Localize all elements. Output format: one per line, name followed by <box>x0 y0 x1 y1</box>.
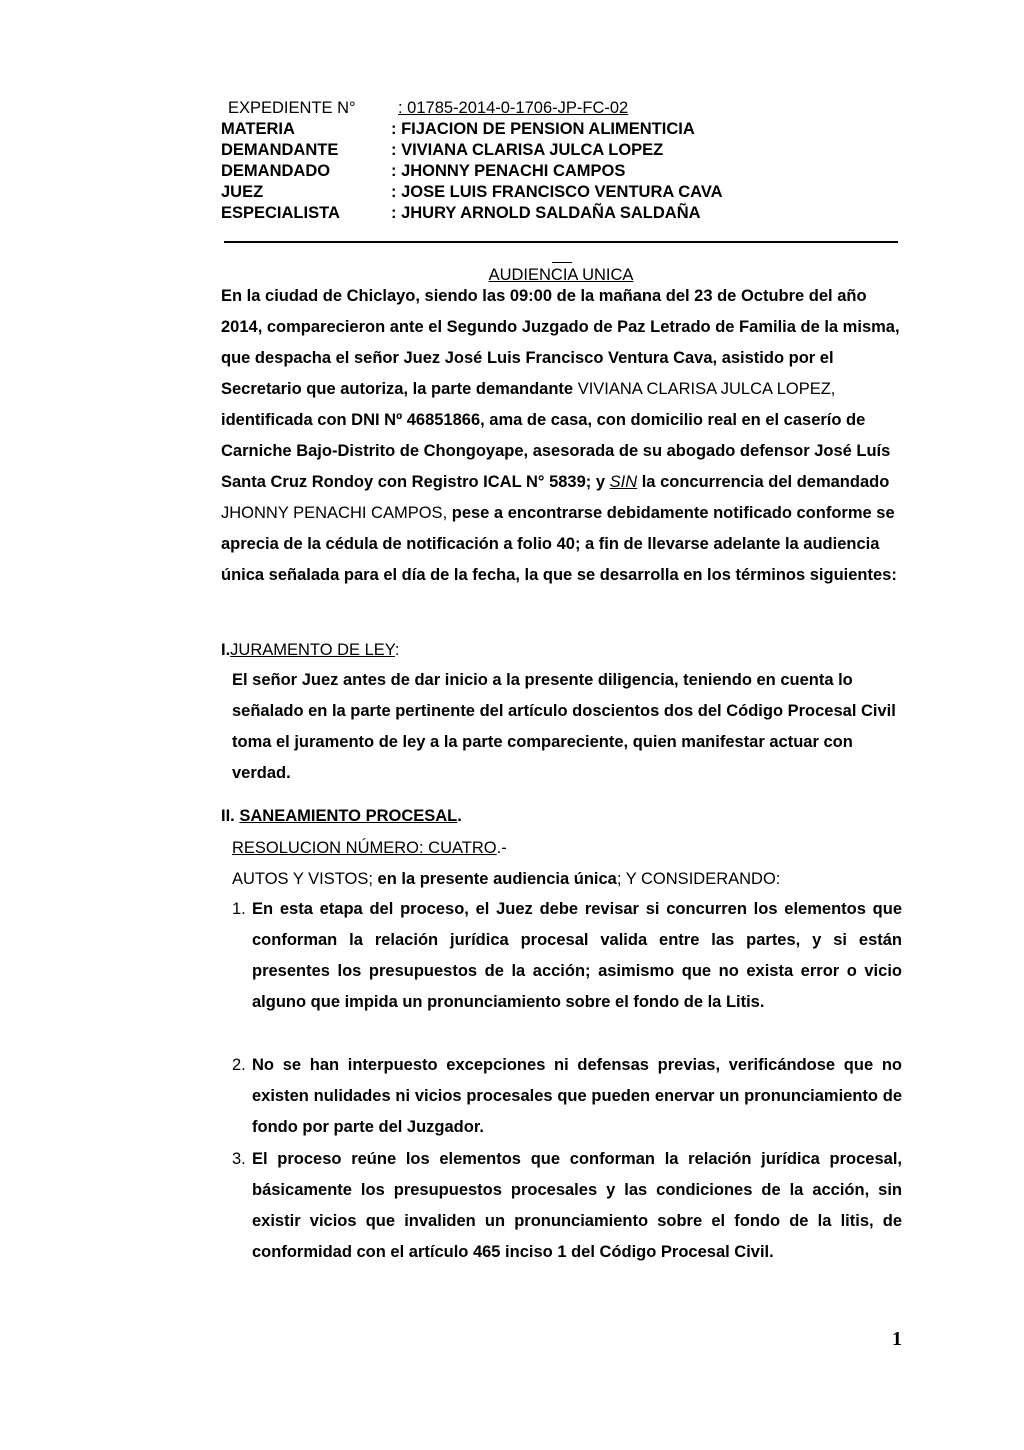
header-row-juez <box>221 182 723 203</box>
expediente-value: : 01785-2014-0-1706-JP-FC-02 <box>398 99 629 117</box>
section-suffix: . <box>457 807 462 825</box>
resolucion-suffix: .- <box>496 839 507 857</box>
considerando-item <box>232 1144 902 1268</box>
header-row-materia <box>221 119 695 140</box>
item-number: 1. <box>232 900 246 918</box>
section-1-heading <box>221 640 400 661</box>
document-title: AUDIENCIA UNICA <box>488 266 634 284</box>
demandante-name: VIVIANA CLARISA JULCA LOPEZ, <box>577 380 836 398</box>
item-number: 3. <box>232 1150 246 1168</box>
header-label: MATERIA <box>221 120 295 138</box>
section-number: II. <box>221 807 235 825</box>
header-value: : VIVIANA CLARISA JULCA LOPEZ <box>391 141 664 159</box>
divider-mark <box>552 262 572 263</box>
autos-text-c: ; Y CONSIDERANDO: <box>616 870 781 888</box>
header-divider <box>224 241 898 243</box>
header-label: DEMANDADO <box>221 162 331 180</box>
considerando-item <box>232 1050 902 1143</box>
intro-text-1: En la ciudad de Chiclayo, siendo las 09:00 de la mañana del 23 de Octubre del año 2014, comparecieron ante el Segundo Juzgado de Paz Letrado de Familia de la misma, que despacha el señor Juez José Luis Francisco Ventura Cava, asistido por el Secretario que autoriza, la parte demandante <box>221 287 900 398</box>
item-text: El proceso reúne los elementos que conforman la relación jurídica procesal, básicamente los presupuestos procesales y las condiciones de la acción, sin existir vicios que invaliden un pronunciamiento sobre el fondo de la litis, de conformidad con el artículo 465 inciso 1 del Código Procesal Civil. <box>252 1150 902 1261</box>
intro-text-3: la concurrencia del demandado <box>637 473 890 491</box>
autos-text-a: AUTOS Y VISTOS; <box>232 870 378 888</box>
item-number: 2. <box>232 1056 246 1074</box>
expediente-line <box>228 98 628 119</box>
header-value: : FIJACION DE PENSION ALIMENTICIA <box>391 120 695 138</box>
intro-paragraph <box>221 281 901 591</box>
resolucion-line <box>232 838 507 859</box>
header-value: : JHURY ARNOLD SALDAÑA SALDAÑA <box>391 204 701 222</box>
resolucion-label: RESOLUCION NÚMERO: CUATRO <box>232 839 497 857</box>
intro-text-2: identificada con DNI Nº 46851866, ama de casa, con domicilio real en el caserío de Carniche Bajo-Distrito de Chongoyape, asesorada de su abogado defensor José Luís Santa Cruz Rondoy con Registro ICAL N° 5839; y <box>221 411 891 491</box>
autos-line <box>232 869 780 890</box>
header-row-especialista <box>221 203 701 224</box>
header-row-demandado <box>221 161 625 182</box>
intro-text-4: pese a encontrarse debidamente notificado conforme se aprecia de la cédula de notificación a folio 40; a fin de llevarse adelante la audiencia única señalada para el día de la fecha, la que se desarrolla en los términos siguientes: <box>221 504 897 584</box>
header-value: : JOSE LUIS FRANCISCO VENTURA CAVA <box>391 183 723 201</box>
section-1-text: El señor Juez antes de dar inicio a la presente diligencia, teniendo en cuenta lo señalado en la parte pertinente del artículo doscientos dos del Código Procesal Civil toma el juramento de ley a la parte compareciente, quien manifestar actuar con verdad. <box>232 671 896 782</box>
expediente-label: EXPEDIENTE N° <box>228 99 356 117</box>
header-value: : JHONNY PENACHI CAMPOS <box>391 162 626 180</box>
header-label: DEMANDANTE <box>221 141 339 159</box>
page-number: 1 <box>892 1328 902 1350</box>
considerando-item <box>232 894 902 1018</box>
header-row-demandante <box>221 140 663 161</box>
item-text: En esta etapa del proceso, el Juez debe revisar si concurren los elementos que conforman la relación jurídica procesal valida entre las partes, y si están presentes los presupuestos de la acción; asimismo que no exista error o vicio alguno que impida un pronunciamiento sobre el fondo de la Litis. <box>252 900 902 1011</box>
header-label: JUEZ <box>221 183 264 201</box>
section-2-heading <box>221 806 462 827</box>
sin-word: SIN <box>609 473 638 491</box>
demandado-name: JHONNY PENACHI CAMPOS, <box>221 504 448 522</box>
section-number: I. <box>221 641 231 659</box>
section-title: SANEAMIENTO PROCESAL <box>239 807 458 825</box>
section-title: JURAMENTO DE LEY <box>230 641 395 659</box>
header-label: ESPECIALISTA <box>221 204 340 222</box>
autos-text-b: en la presente audiencia única <box>377 870 617 888</box>
item-text: No se han interpuesto excepciones ni defensas previas, verificándose que no existen nulidades ni vicios procesales que pueden enervar un pronunciamiento de fondo por parte del Juzgador. <box>252 1056 902 1136</box>
section-suffix: : <box>394 641 400 659</box>
